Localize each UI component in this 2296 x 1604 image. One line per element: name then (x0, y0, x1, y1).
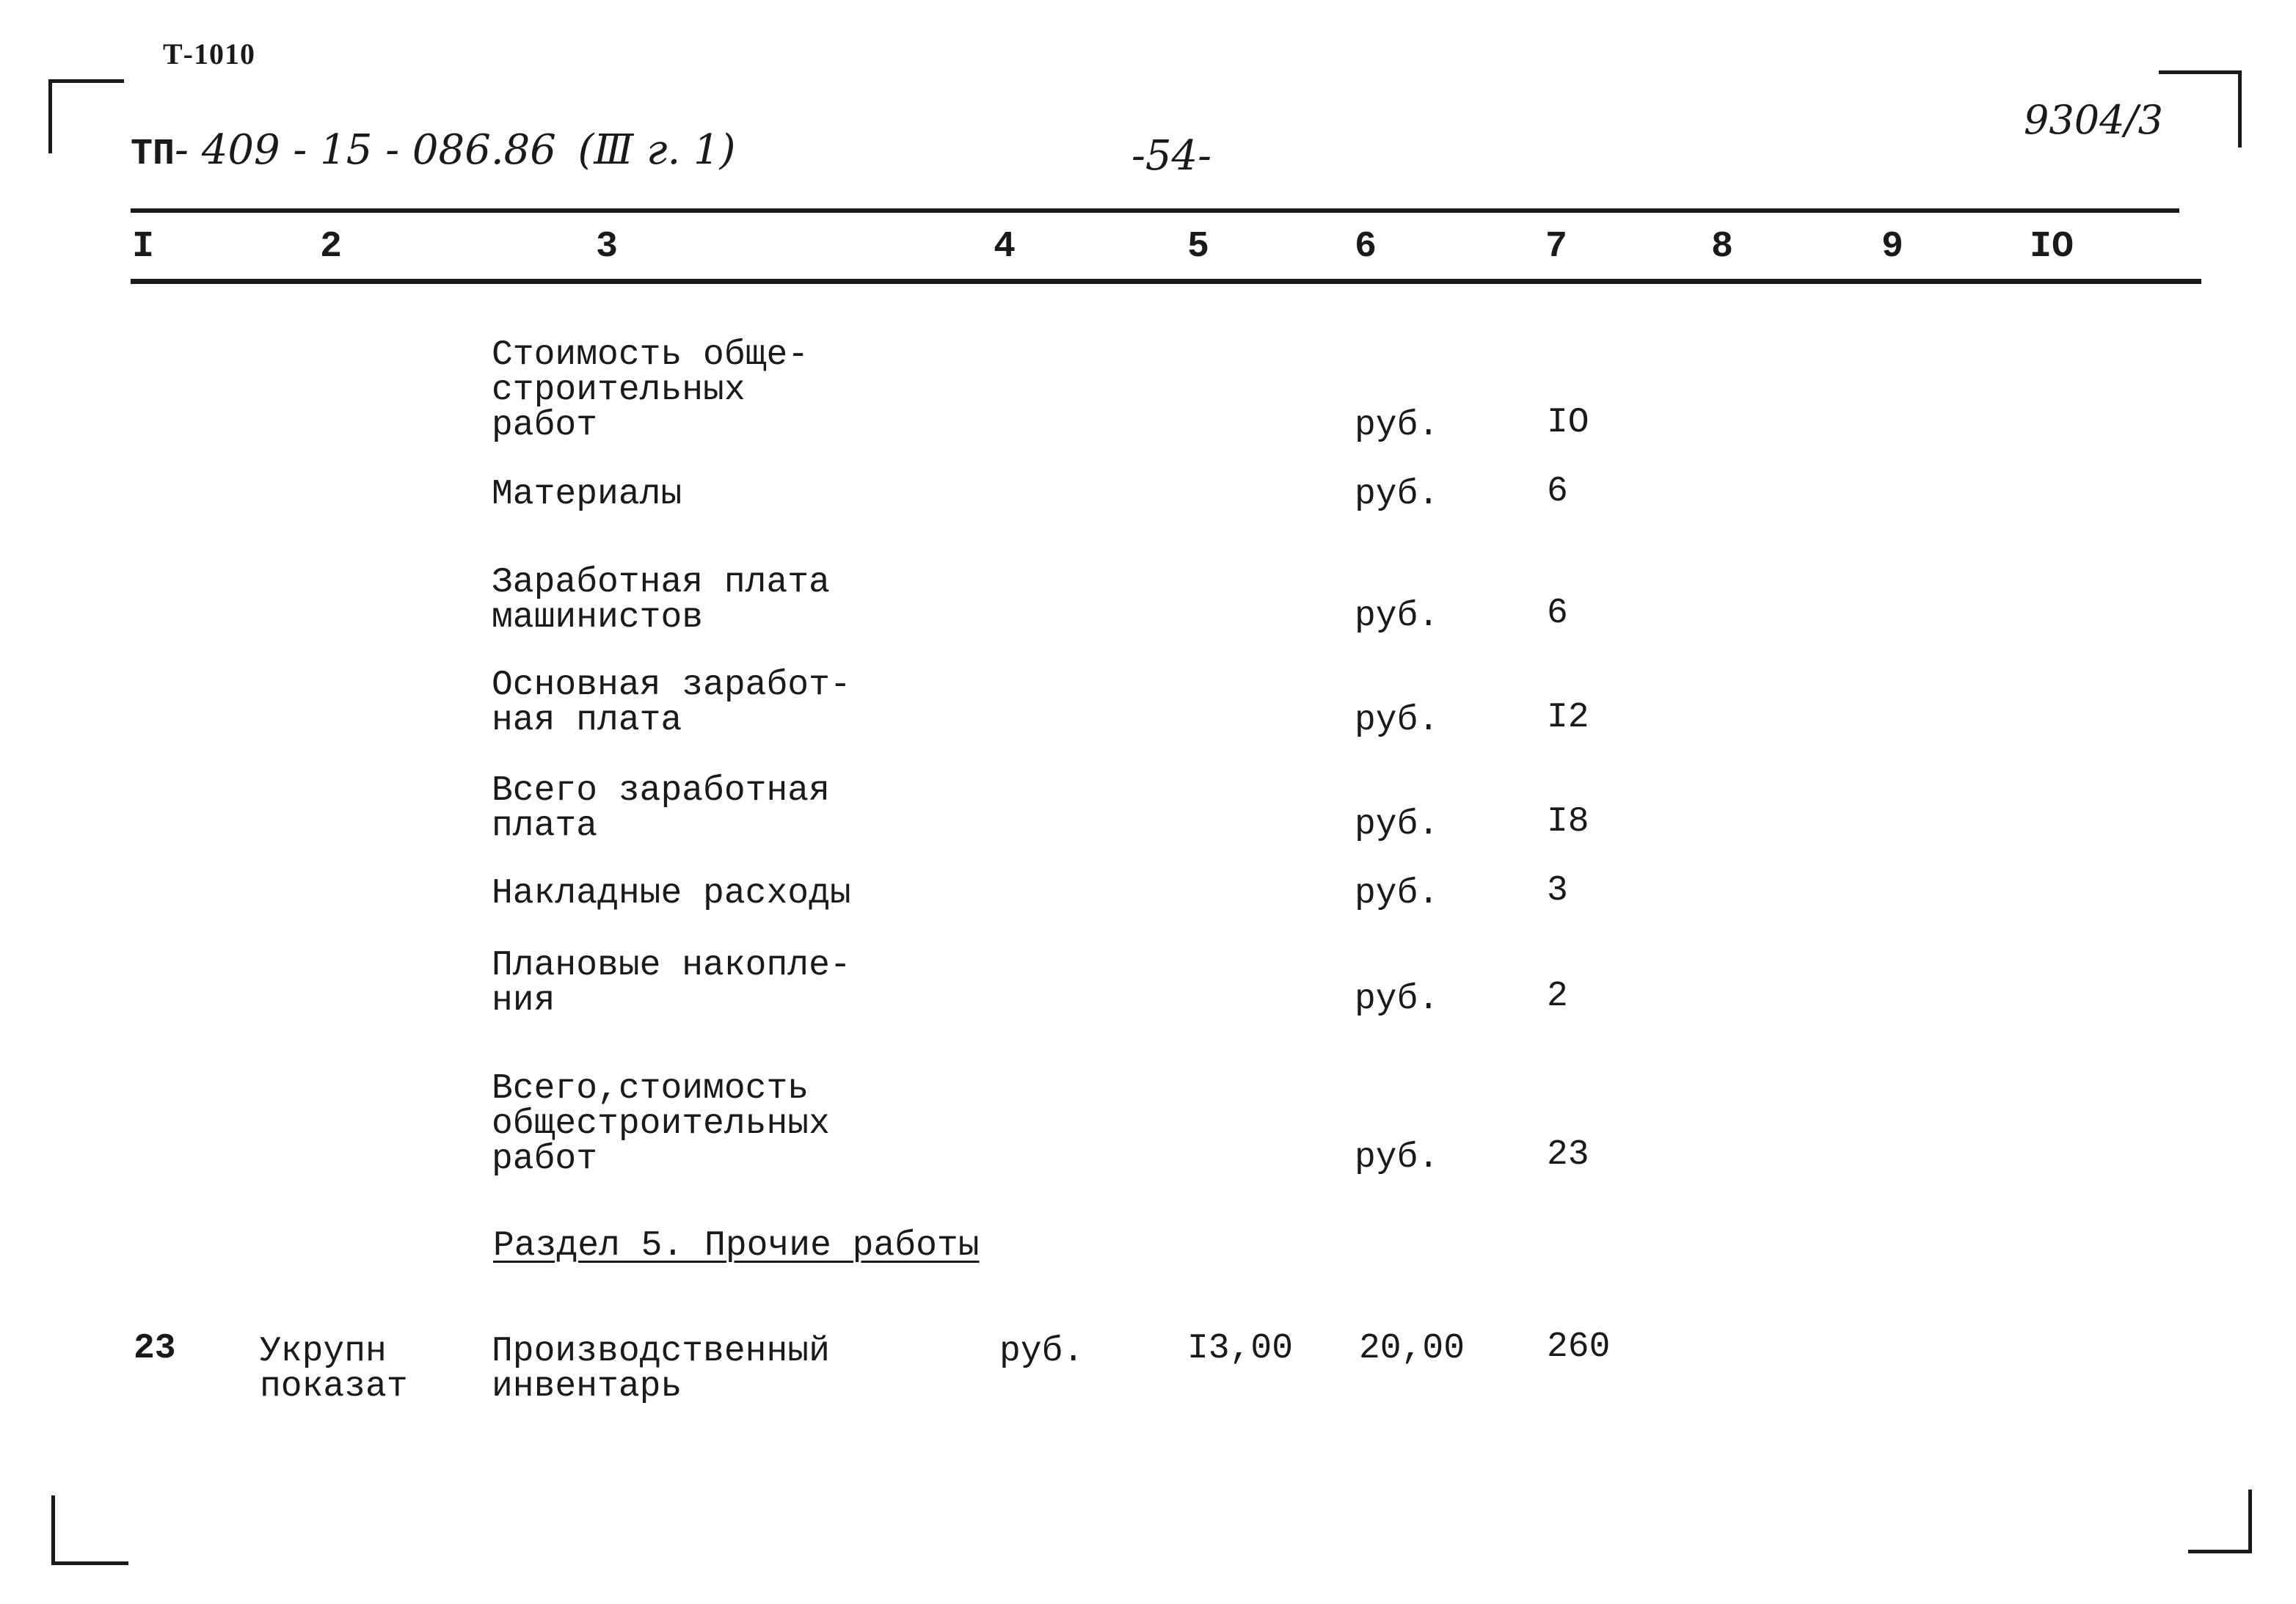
row-total: I2 (1547, 698, 1589, 737)
row-unit: руб. (1355, 475, 1440, 514)
item-quantity: I3,00 (1187, 1329, 1294, 1368)
item-basis: Укрупн показат (260, 1332, 408, 1407)
column-header-5: 5 (1187, 226, 1210, 268)
item-unit-price: 20,00 (1359, 1329, 1465, 1368)
header-rule-top (131, 208, 2179, 213)
item-unit: руб. (999, 1332, 1085, 1371)
corner-mark-top-left (48, 79, 124, 153)
row-unit: руб. (1355, 980, 1440, 1019)
header-rule-bottom (131, 279, 2201, 284)
row-total: 3 (1547, 871, 1568, 911)
row-description: Заработная плата машинистов (492, 563, 830, 638)
row-total: 23 (1547, 1135, 1589, 1175)
project-designation (131, 126, 736, 175)
corner-mark-top-right (2159, 70, 2242, 147)
section-title: Раздел 5. Прочие работы (493, 1226, 980, 1266)
column-header-10: IO (2030, 226, 2074, 268)
column-header-7: 7 (1545, 226, 1568, 268)
row-description: Плановые накопле- ния (492, 946, 851, 1021)
column-header-8: 8 (1711, 226, 1734, 268)
item-number: 23 (134, 1329, 176, 1368)
sheet-reference: 9304/3 (2024, 97, 2163, 143)
row-description: Основная заработ- ная плата (492, 666, 851, 740)
column-header-3: 3 (596, 226, 619, 268)
column-header-9: 9 (1881, 226, 1904, 268)
corner-mark-bottom-left (51, 1495, 128, 1565)
row-total: IO (1547, 403, 1589, 442)
row-description: Стоимость обще- строительных работ (492, 335, 809, 445)
project-number: - 409 - 15 - 086.86 (175, 126, 556, 174)
row-total: 6 (1547, 594, 1568, 633)
corner-mark-bottom-right (2188, 1490, 2252, 1553)
row-total: I8 (1547, 802, 1589, 842)
project-prefix: ТП (131, 134, 175, 175)
item-description: Производственный инвентарь (492, 1332, 830, 1407)
column-header-1: I (132, 226, 155, 268)
row-unit: руб. (1355, 701, 1440, 740)
row-unit: руб. (1355, 874, 1440, 914)
row-description: Всего заработная плата (492, 771, 830, 846)
row-description: Всего,стоимость общестроительных работ (492, 1069, 830, 1179)
project-part: (Ⅲ г. 1) (577, 126, 736, 174)
row-description: Материалы (492, 475, 682, 514)
item-total: 260 (1547, 1327, 1611, 1367)
page-number: -54- (1131, 132, 1212, 180)
column-header-6: 6 (1355, 226, 1377, 268)
row-unit: руб. (1355, 805, 1440, 845)
column-header-4: 4 (994, 226, 1016, 268)
row-unit: руб. (1355, 1138, 1440, 1178)
column-header-2: 2 (320, 226, 343, 268)
row-description: Накладные расходы (492, 874, 851, 914)
row-unit: руб. (1355, 406, 1440, 445)
row-unit: руб. (1355, 597, 1440, 636)
row-total: 6 (1547, 472, 1568, 511)
row-total: 2 (1547, 977, 1568, 1016)
document-code: Т-1010 (163, 37, 255, 70)
